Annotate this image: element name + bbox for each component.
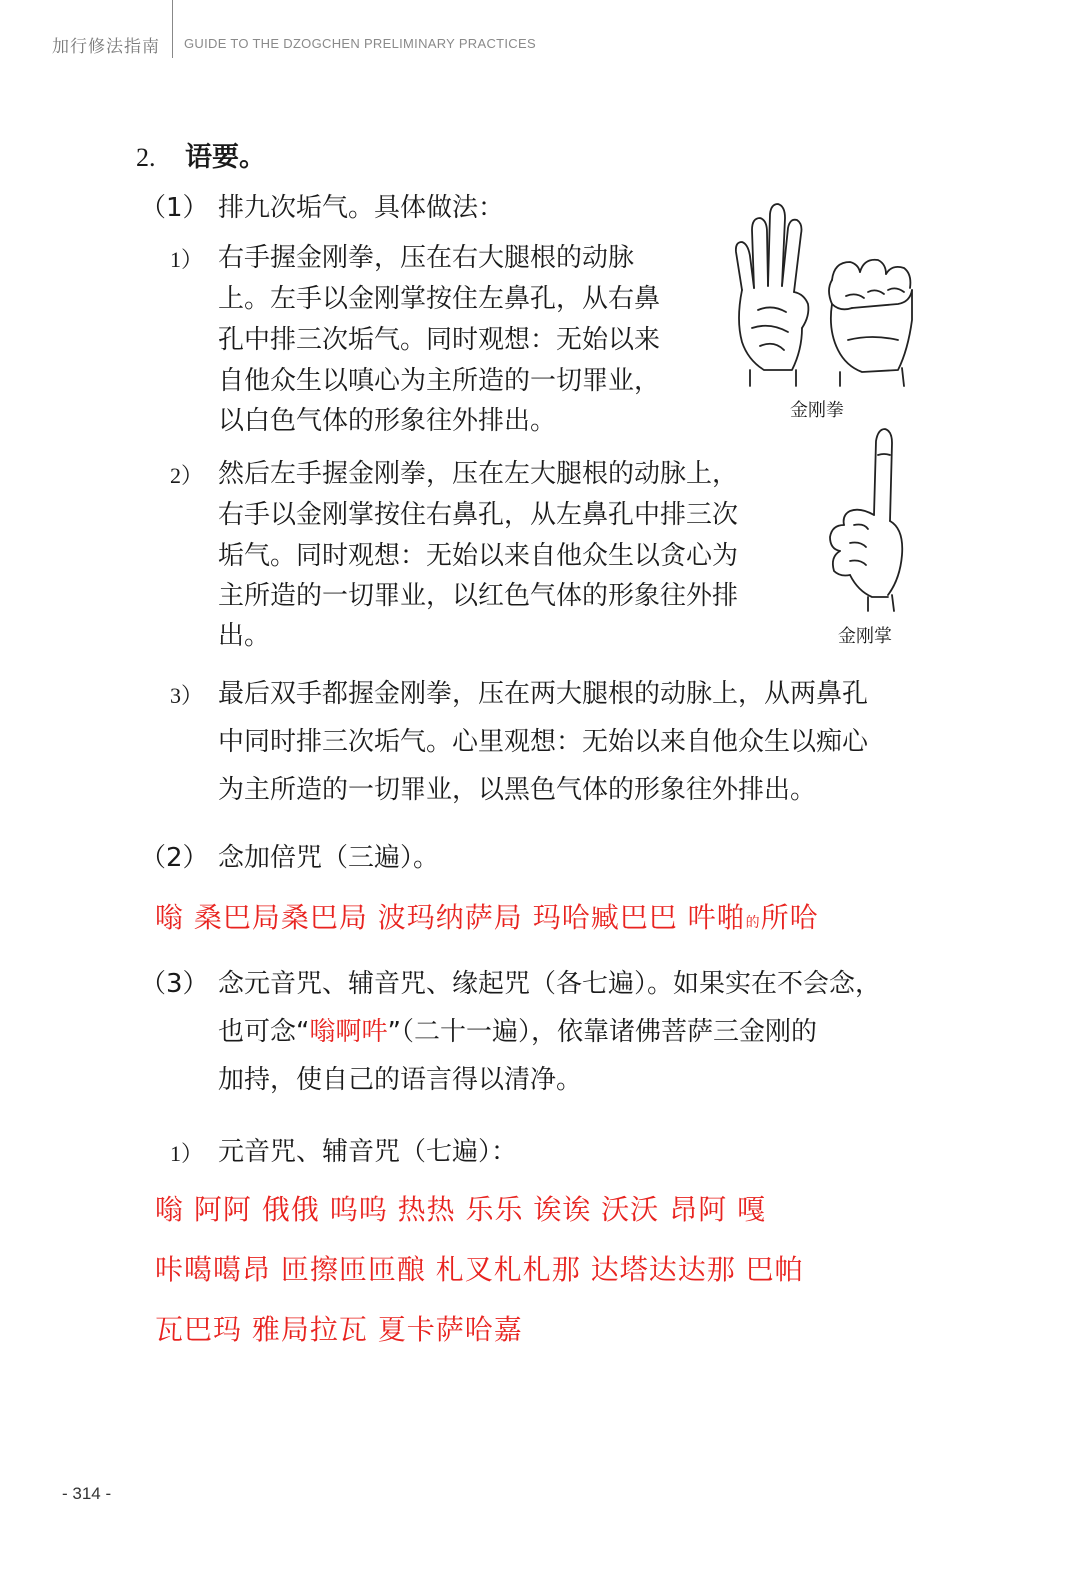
header-english-title: GUIDE TO THE DZOGCHEN PRELIMINARY PRACTICES: [184, 36, 536, 51]
item2-line: 右手以金刚掌按住右鼻孔，从左鼻孔中排三次: [218, 500, 739, 530]
item2-line: 垢气。同时观想：无始以来自他众生以贪心为: [218, 541, 739, 571]
caption-vajra-palm: 金刚掌: [838, 626, 892, 647]
mantra-om-ah-hum: 嗡啊吽: [309, 1017, 388, 1047]
item1-line: 自他众生以嗔心为主所造的一切罪业，: [218, 366, 661, 396]
item2-line: 出。: [218, 621, 271, 651]
sub3-line: 念元音咒、辅音咒、缘起咒（各七遍）。如果实在不会念，: [218, 969, 882, 999]
sub1-title: 排九次垢气。具体做法：: [218, 193, 505, 223]
mantra-line: 嗡 阿阿 俄俄 呜呜 热热 乐乐 诶诶 沃沃 昂阿 嘎: [155, 1193, 767, 1226]
vajra-palm-illustration: [818, 425, 918, 615]
sub3-line: 加持，使自己的语言得以清净。: [218, 1065, 583, 1095]
item1-line: 上。左手以金刚掌按住左鼻孔，从右鼻: [218, 284, 661, 314]
item-number: 2）: [170, 463, 204, 488]
mantra-line: 瓦巴玛 雅局拉瓦 夏卡萨哈嘉: [155, 1313, 523, 1346]
caption-vajra-fist: 金刚拳: [790, 400, 844, 421]
sub3-line2-post: ”（二十一遍），依靠诸佛菩萨三金刚的: [387, 1017, 817, 1047]
mantra-line: 咔噶噶昂 匝擦匝匝酿 札叉札札那 达塔达达那 巴帕: [155, 1253, 804, 1286]
item-number: 3）: [170, 683, 204, 708]
item3-line: 中同时排三次垢气。心里观想：无始以来自他众生以痴心: [218, 727, 869, 757]
mantra-main: 嗡 桑巴局桑巴局 波玛纳萨局 玛哈臧巴巴 吽啪: [155, 901, 746, 934]
sub3-item1-title: 元音咒、辅音咒（七遍）：: [218, 1137, 518, 1167]
mantra-tail: 所哈: [760, 901, 819, 934]
mantra-hundred-fold: [155, 896, 819, 936]
section-title: 语要。: [185, 142, 266, 173]
item1-line: 孔中排三次垢气。同时观想：无始以来: [218, 325, 661, 355]
item2-line: 然后左手握金刚拳，压在左大腿根的动脉上，: [218, 459, 739, 489]
vajra-fist-illustration: [722, 200, 922, 390]
item1-line: 以白色气体的形象往外排出。: [218, 406, 557, 436]
sub3-line: [218, 1014, 817, 1050]
sub1-label: （1）: [140, 193, 209, 223]
item3-line: 为主所造的一切罪业，以黑色气体的形象往外排出。: [218, 775, 817, 805]
sub2-label: （2）: [140, 843, 209, 873]
header-chinese-title: 加行修法指南: [52, 37, 160, 57]
item2-line: 主所造的一切罪业，以红色气体的形象往外排: [218, 581, 739, 611]
running-header: [0, 0, 1080, 75]
mantra-small-char: 的: [745, 915, 761, 931]
sub3-label: （3）: [140, 969, 209, 999]
section-number: 2.: [136, 143, 156, 172]
header-divider: [172, 0, 173, 58]
page-number: - 314 -: [62, 1484, 112, 1503]
item1-line: 右手握金刚拳，压在右大腿根的动脉: [218, 243, 635, 273]
item-number: 1）: [170, 247, 204, 272]
sub3-line2-pre: 也可念“: [218, 1017, 310, 1047]
item-number: 1）: [170, 1141, 204, 1166]
sub2-title: 念加倍咒（三遍）。: [218, 843, 440, 873]
item3-line: 最后双手都握金刚拳，压在两大腿根的动脉上，从两鼻孔: [218, 679, 869, 709]
